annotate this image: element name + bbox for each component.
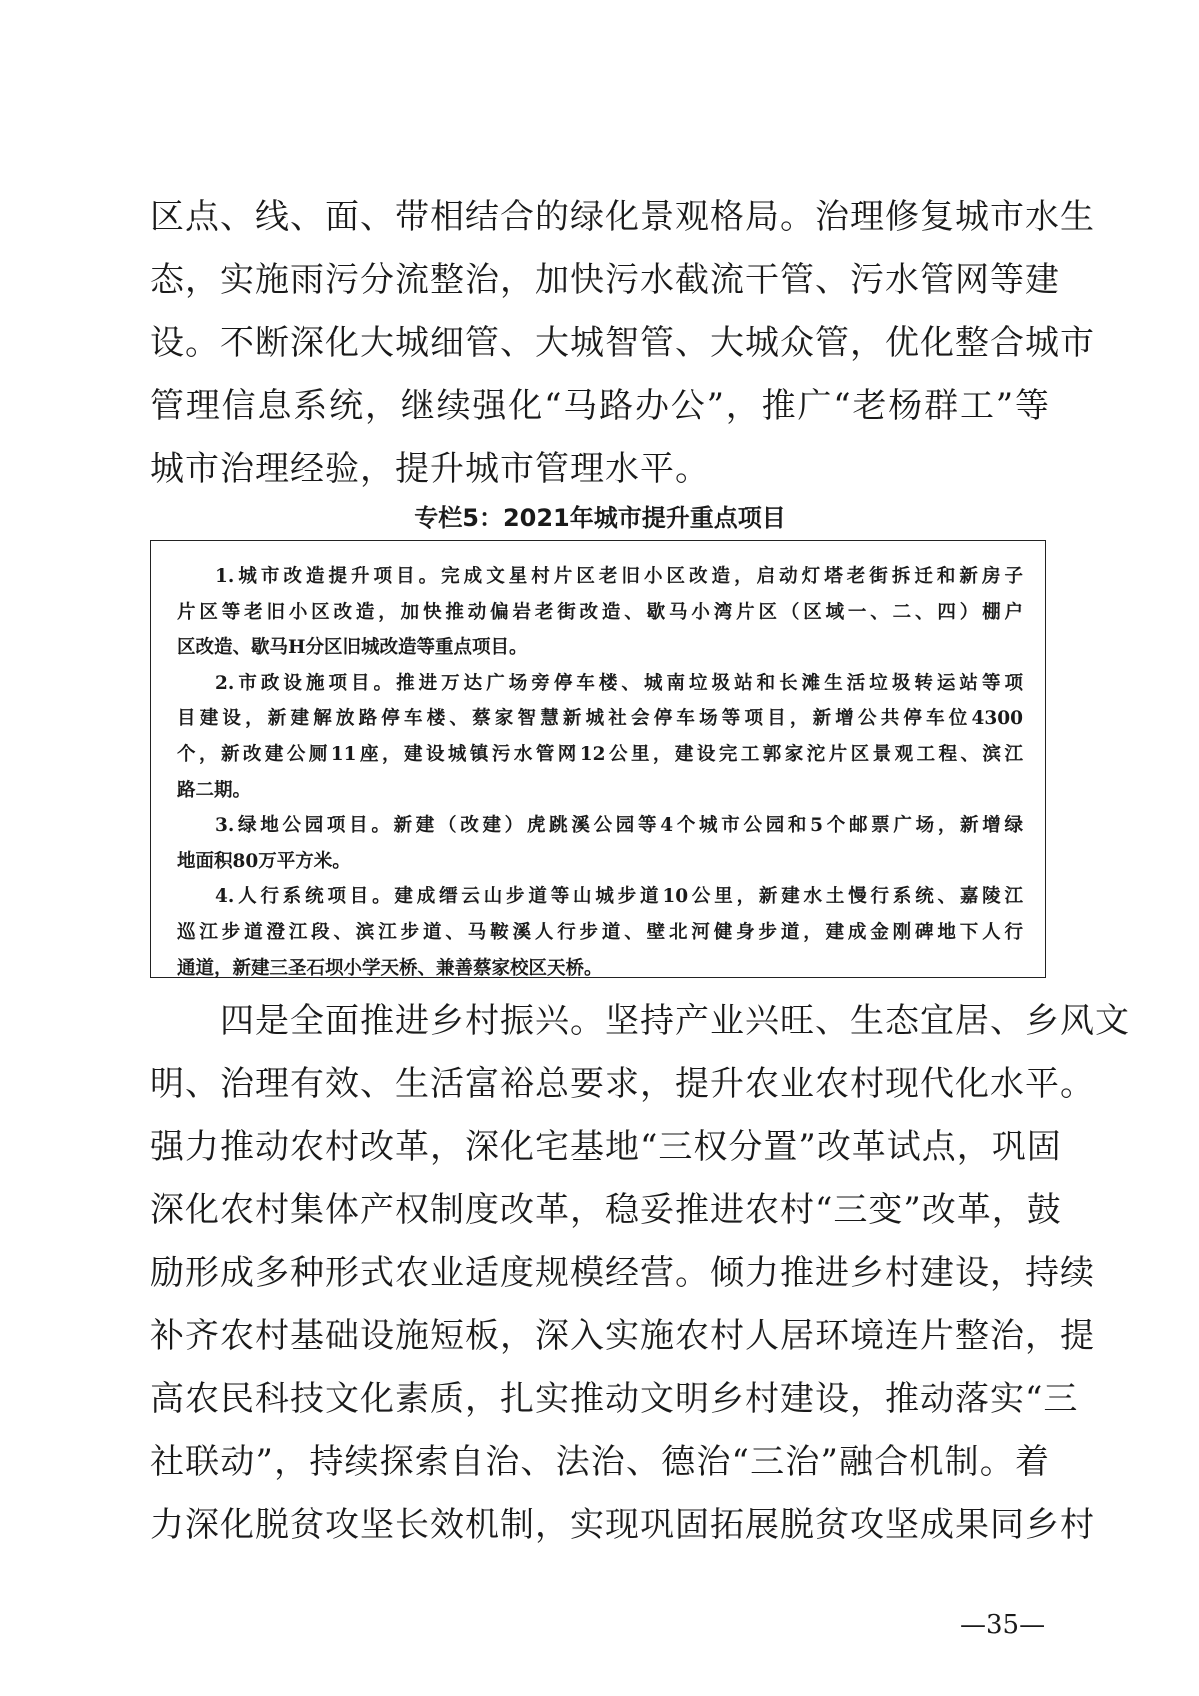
column-line: 个，新改建公厕11座，建设城镇污水管网12公里，建设完工郭家沱片区景观工程、滨江	[177, 743, 1023, 765]
column-line: 路二期。	[177, 779, 252, 801]
paragraph-line: 高农民科技文化素质，扎实推动文明乡村建设，推动落实“三	[150, 1379, 1079, 1419]
top-paragraph	[150, 186, 1095, 501]
paragraph-line: 强力推动农村改革，深化宅基地“三权分置”改革试点，巩固	[150, 1127, 1062, 1167]
paragraph-line: 管理信息系统，继续强化“马路办公”，推广“老杨群工”等	[150, 386, 1050, 426]
paragraph-line: 励形成多种形式农业适度规模经营。倾力推进乡村建设，持续	[150, 1253, 1095, 1293]
paragraph-line: 设。不断深化大城细管、大城智管、大城众管，优化整合城市	[150, 323, 1095, 363]
column-box	[150, 540, 1046, 978]
bottom-paragraph	[150, 990, 1130, 1557]
column-line: 片区等老旧小区改造，加快推动偏岩老街改造、歇马小湾片区（区域一、二、四）棚户	[177, 601, 1023, 623]
paragraph-line: 区点、线、面、带相结合的绿化景观格局。治理修复城市水生	[150, 197, 1095, 237]
paragraph-line: 明、治理有效、生活富裕总要求，提升农业农村现代化水平。	[150, 1064, 1095, 1104]
paragraph-line: 社联动”，持续探索自治、法治、德治“三治”融合机制。着	[150, 1442, 1050, 1482]
column-line: 通道，新建三圣石坝小学天桥、兼善蔡家校区天桥。	[177, 957, 603, 979]
column-line: 地面积80万平方米。	[177, 850, 351, 872]
column-line: 3.绿地公园项目。新建（改建）虎跳溪公园等4个城市公园和5个邮票广场，新增绿	[215, 815, 1023, 837]
column-content	[177, 559, 1023, 986]
paragraph-line: 补齐农村基础设施短板，深入实施农村人居环境连片整治，提	[150, 1316, 1095, 1356]
column-line: 1.城市改造提升项目。完成文星村片区老旧小区改造，启动灯塔老街拆迁和新房子	[215, 566, 1023, 587]
paragraph-line: 态，实施雨污分流整治，加快污水截流干管、污水管网等建	[150, 260, 1060, 300]
column-line: 2.市政设施项目。推进万达广场旁停车楼、城南垃圾站和长滩生活垃圾转运站等项	[215, 672, 1023, 694]
paragraph-line: 四是全面推进乡村振兴。坚持产业兴旺、生态宜居、乡风文	[220, 1001, 1130, 1041]
column-line: 4.人行系统项目。建成缙云山步道等山城步道10公里，新建水土慢行系统、嘉陵江	[215, 886, 1023, 908]
column-line: 区改造、歇马H分区旧城改造等重点项目。	[177, 637, 528, 659]
page-number: —35—	[960, 1610, 1046, 1640]
paragraph-line: 城市治理经验，提升城市管理水平。	[150, 449, 710, 489]
column-title: 专栏5：2021年城市提升重点项目	[414, 504, 786, 532]
column-line: 目建设，新建解放路停车楼、蔡家智慧新城社会停车场等项目，新增公共停车位4300	[177, 708, 1023, 730]
paragraph-line: 深化农村集体产权制度改革，稳妥推进农村“三变”改革，鼓	[150, 1190, 1062, 1230]
column-line: 巡江步道澄江段、滨江步道、马鞍溪人行步道、壁北河健身步道，建成金刚碑地下人行	[177, 921, 1023, 943]
paragraph-line: 力深化脱贫攻坚长效机制，实现巩固拓展脱贫攻坚成果同乡村	[150, 1505, 1095, 1545]
